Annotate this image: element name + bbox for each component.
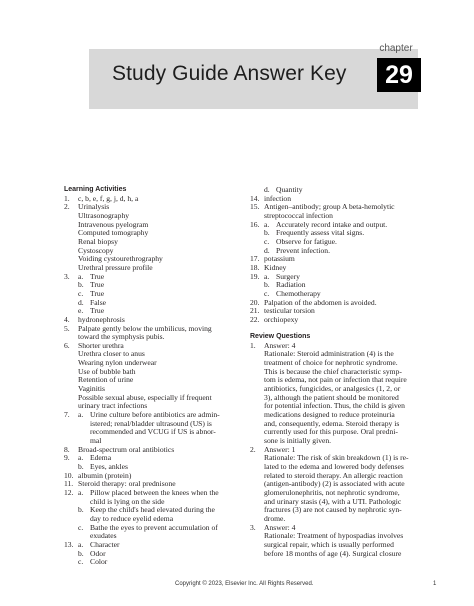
page-number: 1	[433, 581, 437, 587]
answer-text: Rationale: Steroid administration (4) is the	[264, 349, 394, 359]
sub-item-letter: c.	[264, 288, 270, 298]
sub-item-letter: b.	[78, 505, 84, 515]
answer-text: Cystoscopy	[78, 245, 114, 255]
answer-text: Chemotherapy	[276, 288, 321, 298]
answer-text: Odor	[90, 548, 106, 558]
answer-text: (antigen-antibody) (2) is associated with acute	[264, 479, 405, 489]
answer-text: treatment of choice for nephrotic syndrome.	[264, 358, 398, 368]
answer-text: Retention of urine	[78, 375, 134, 385]
answer-text: Pillow placed between the knees when the	[90, 487, 219, 497]
answer-text: mal	[90, 436, 102, 446]
sub-item-letter: b.	[78, 462, 84, 471]
answer-text: c, b, e, f, g, j, d, h, a	[78, 193, 139, 203]
answer-text: This is because the chief characteristic symp-	[264, 366, 402, 376]
answer-text: True	[90, 271, 105, 281]
answer-text: Voiding cystourethrography	[78, 254, 163, 264]
answer-line	[264, 550, 426, 559]
answer-text: Bathe the eyes to prevent accumulation of	[90, 522, 218, 532]
item-number: 7.	[64, 410, 70, 420]
answer-text: Observe for fatigue.	[276, 236, 337, 246]
item-number: 14.	[250, 193, 260, 203]
answer-text: Accurately record intake and output.	[276, 219, 388, 229]
answer-text: medications designed to reduce proteinuria	[264, 410, 395, 419]
answer-text: Antigen–antibody; group A beta-hemolytic	[264, 202, 395, 212]
answer-text: Urethral pressure profile	[78, 262, 153, 272]
chapter-label: chapter	[379, 43, 413, 54]
sub-item-letter: e.	[78, 306, 84, 316]
answer-text: Eyes, ankles	[90, 462, 128, 471]
answer-text: tom is edema, not pain or infection that require	[264, 375, 407, 385]
answer-text: 3), although the patient should be monitored	[264, 392, 399, 402]
sub-item-letter: c.	[78, 522, 84, 532]
sub-item-letter: d.	[78, 297, 84, 307]
answer-text: for potential infection. Thus, the child is given	[264, 401, 405, 411]
item-number: 18.	[250, 262, 260, 272]
answer-text: Rationale: Treatment of hypospadias involves	[264, 531, 404, 541]
sub-item-letter: a.	[78, 487, 84, 497]
item-number	[250, 238, 264, 247]
answer-text: drome.	[264, 513, 286, 523]
item-number: 10.	[64, 470, 74, 480]
answer-text: istered; renal/bladder ultrasound (US) is	[90, 418, 212, 428]
answer-text: exudates	[90, 531, 117, 541]
answer-text: lated to the edema and lowered body defenses	[264, 461, 404, 471]
item-number	[64, 506, 78, 515]
item-number: 13.	[64, 539, 74, 549]
sub-item-letter: a.	[264, 271, 270, 281]
answer-text: Palpate gently below the umbilicus, moving	[78, 323, 212, 333]
answer-text: Palpation of the abdomen is avoided.	[264, 297, 377, 307]
sub-item-letter: c.	[78, 557, 84, 567]
answer-text: Surgery	[276, 271, 300, 281]
item-number	[64, 558, 78, 567]
item-number: 6.	[64, 340, 70, 350]
chapter-number: 29	[377, 58, 421, 92]
section-heading-learning-activities: Learning Activities	[64, 186, 127, 193]
answer-text: glomerulonephritis, not nephrotic syndrome,	[264, 487, 400, 497]
answer-text: Broad-spectrum oral antibiotics	[78, 444, 175, 454]
answer-text: Use of bubble bath	[78, 366, 136, 376]
answer-text: Intravenous pyelogram	[78, 219, 149, 229]
answer-text: infection	[264, 193, 291, 203]
item-number: 2.	[64, 202, 70, 212]
item-number	[250, 229, 264, 238]
item-number	[64, 524, 78, 533]
answer-line	[64, 558, 266, 567]
answer-text: Urine culture before antibiotics are admin-	[90, 410, 220, 420]
sub-item-letter: d.	[264, 185, 270, 194]
answer-text: Urethra closer to anus	[78, 349, 145, 359]
answer-text: orchiopexy	[264, 314, 299, 324]
answer-text: recommended and VCUG if US is abnor-	[90, 427, 216, 437]
answer-text: Possible sexual abuse, especially if frequent	[78, 392, 212, 402]
answer-text: Shorter urethra	[78, 340, 124, 350]
learning-activities-continued-list	[250, 186, 426, 325]
answer-line	[90, 428, 266, 437]
section-heading-review-questions: Review Questions	[250, 333, 311, 341]
sub-item-letter: b.	[78, 280, 84, 290]
item-number: 9.	[64, 453, 70, 463]
answer-text: antibiotics, fungicides, or analgesics (1, 2, or	[264, 384, 401, 394]
item-number: 22.	[250, 314, 260, 324]
section-spacer	[250, 325, 426, 334]
answer-text: toward the symphysis pubis.	[78, 332, 165, 342]
item-number: 3.	[250, 522, 256, 532]
answer-text: albumin (protein)	[78, 470, 132, 480]
left-column	[64, 186, 266, 567]
item-number: 20.	[250, 297, 260, 307]
item-number	[250, 281, 264, 290]
answer-text: True	[90, 280, 105, 290]
answer-text: related to steroid therapy. An allergic reaction	[264, 470, 403, 480]
answer-text: Character	[90, 539, 120, 549]
answer-text: Frequently assess vital signs.	[276, 228, 365, 238]
answer-text: potassium	[264, 254, 295, 264]
answer-text: fractures (3) are not caused by nephrotic syn-	[264, 505, 402, 515]
sub-item-letter: a.	[78, 410, 84, 420]
item-number: 5.	[64, 323, 70, 333]
sub-item-letter: b.	[264, 228, 270, 238]
sub-item-letter: c.	[78, 288, 84, 298]
item-number: 4.	[64, 314, 70, 324]
answer-text: Wearing nylon underwear	[78, 358, 157, 368]
item-number: 15.	[250, 202, 260, 212]
item-number	[64, 550, 78, 559]
answer-text: Answer: 1	[264, 444, 296, 454]
item-number: 3.	[64, 271, 70, 281]
chapter-badge	[370, 42, 422, 98]
answer-text: day to reduce eyelid edema	[90, 513, 174, 523]
sub-item-letter: c.	[264, 236, 270, 246]
answer-text: testicular torsion	[264, 306, 315, 316]
item-number: 17.	[250, 254, 260, 264]
answer-text: and, consequently, edema. Steroid therapy is	[264, 418, 400, 428]
item-number: 19.	[250, 271, 260, 281]
answer-text: Quantity	[276, 185, 303, 194]
item-number: 21.	[250, 306, 260, 316]
answer-text: urinary tract infections	[78, 401, 148, 411]
sub-item-letter: d.	[264, 245, 270, 255]
item-number: 1.	[250, 340, 256, 350]
answer-text: Rationale: The risk of skin breakdown (1) is re-	[264, 453, 409, 463]
answer-text: Vaginitis	[78, 384, 106, 394]
item-number: 11.	[64, 479, 74, 489]
answer-text: Steroid therapy: oral prednisone	[78, 479, 176, 489]
answer-text: Computed tomography	[78, 228, 149, 238]
learning-activities-list	[64, 195, 266, 567]
answer-text: sone is initially given.	[264, 435, 332, 445]
answer-text: Prevent infection.	[276, 245, 330, 255]
answer-text: Color	[90, 557, 108, 567]
review-questions-list	[250, 342, 426, 558]
answer-line	[78, 264, 266, 273]
answer-text: Keep the child's head elevated during the	[90, 505, 215, 515]
sub-item-letter: b.	[264, 280, 270, 290]
answer-text: Kidney	[264, 262, 287, 272]
answer-line	[250, 316, 426, 325]
right-column	[250, 186, 426, 558]
answer-text: child is lying on the side	[90, 496, 165, 506]
item-number: 2.	[250, 444, 256, 454]
answer-text: before 18 months of age (4). Surgical closure	[264, 548, 402, 558]
item-number: 16.	[250, 219, 260, 229]
answer-text: Edema	[90, 453, 112, 463]
answer-line	[78, 376, 266, 385]
answer-text: hydronephrosis	[78, 314, 125, 324]
item-number: 8.	[64, 444, 70, 454]
answer-text: Urinalysis	[78, 202, 110, 212]
sub-item-letter: a.	[78, 271, 84, 281]
sub-item-letter: a.	[264, 219, 270, 229]
answer-text: Answer: 4	[264, 522, 296, 532]
item-number: 1.	[64, 193, 70, 203]
sub-item-letter: b.	[78, 548, 84, 558]
item-number: 12.	[64, 487, 74, 497]
answer-text: currently used for this purpose. Oral predni-	[264, 427, 398, 437]
answer-text: True	[90, 288, 105, 298]
sub-item-letter: a.	[78, 453, 84, 463]
answer-line	[264, 506, 426, 515]
item-number	[64, 281, 78, 290]
answer-text: Ultrasonography	[78, 210, 130, 220]
answer-text: surgical repair, which is usually performed	[264, 539, 394, 549]
answer-text: True	[90, 306, 105, 316]
answer-text: Radiation	[276, 280, 306, 290]
item-number	[64, 299, 78, 308]
answer-text: and urinary stasis (4), with a UTI. Pathologic	[264, 496, 402, 506]
item-number	[64, 290, 78, 299]
answer-text: Answer: 4	[264, 340, 296, 350]
sub-item-letter: a.	[78, 539, 84, 549]
page-title: Study Guide Answer Key	[112, 62, 347, 85]
answer-text: False	[90, 297, 107, 307]
answer-text: streptococcal infection	[264, 210, 333, 220]
answer-text: Renal biopsy	[78, 236, 118, 246]
copyright-notice: Copyright © 2023, Elsevier Inc. All Rights Reserved.	[175, 581, 314, 587]
